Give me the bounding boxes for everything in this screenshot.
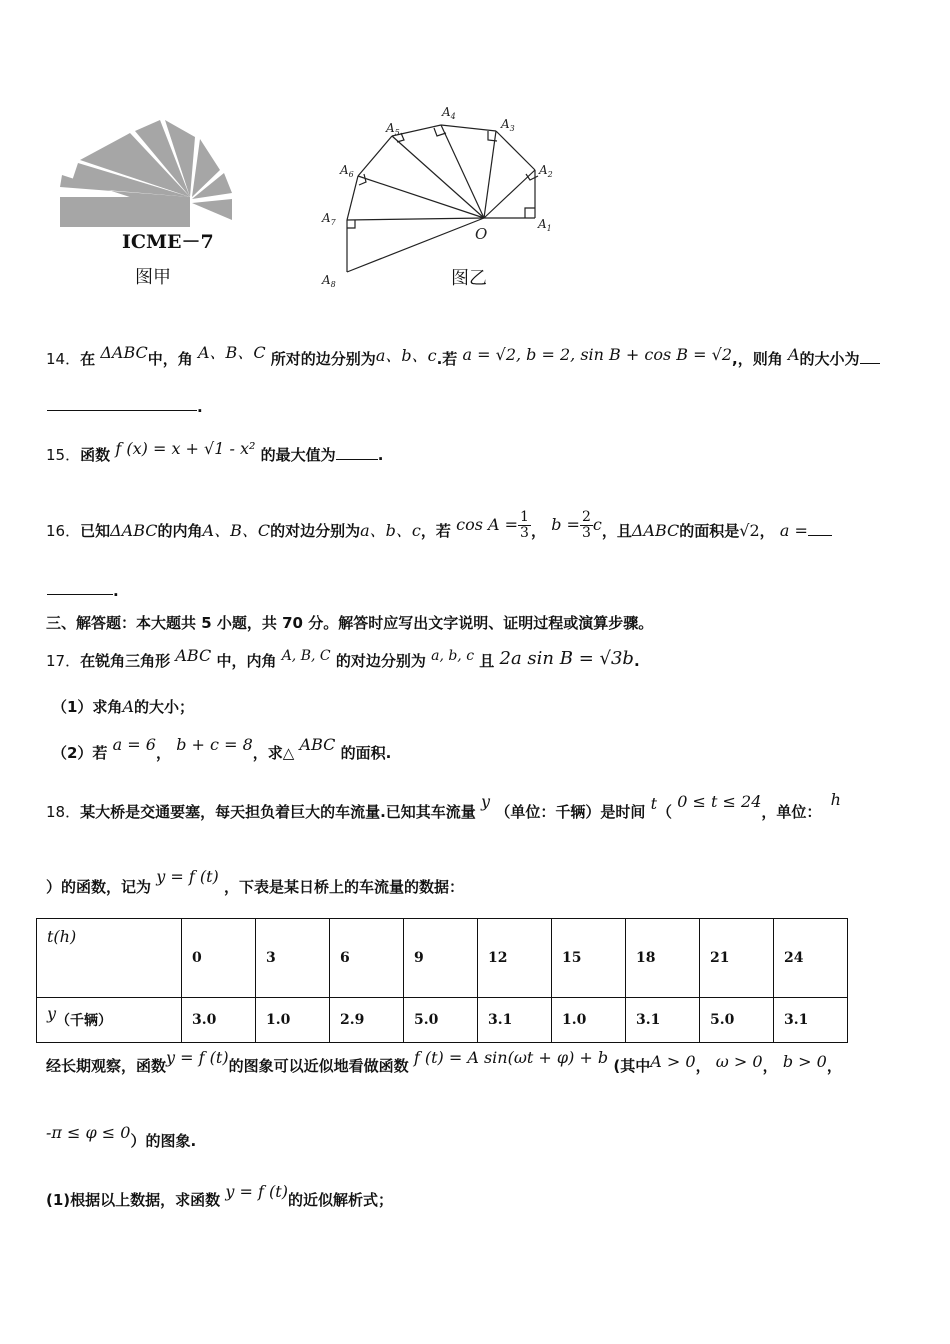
q14-text-1: 在 — [80, 350, 96, 368]
q16-text-1: 已知 — [80, 522, 111, 540]
q16-cosA-denominator: 3 — [520, 525, 529, 541]
q16-math-sides: a、b、c — [360, 521, 421, 540]
q14-math-sides: a、b、c — [375, 346, 437, 365]
q16-math-angles: A、B、C — [202, 521, 271, 540]
q17-part-1-math: A — [122, 697, 134, 716]
table-cell: 2.9 — [330, 998, 404, 1043]
q14-math-a: A — [787, 345, 800, 364]
q17-part-2-text: （2）若 — [52, 744, 108, 762]
q16-b-expr — [551, 509, 602, 541]
spiral-triangles-diagram — [318, 100, 568, 290]
label-a3: $A_3$ — [501, 117, 515, 133]
q17-part-2-math-a: a = 6 — [112, 735, 156, 754]
q18-sub-1-text-2: 的近似解析式； — [287, 1191, 393, 1209]
q16-text-6: 的面积是 — [679, 522, 740, 540]
q16-answer-blank-2[interactable] — [47, 594, 113, 595]
label-a7: $A_7$ — [322, 211, 336, 227]
q18-sub-1-text: (1)根据以上数据，求函数 — [46, 1191, 221, 1209]
q14-math-triangle: ΔABC — [100, 343, 148, 362]
table-header-flow — [37, 998, 182, 1043]
q18-text-4: ，单位： — [761, 803, 822, 821]
q18-observation-text-1: 经长期观察，函数 — [46, 1057, 167, 1075]
q18-line-2-text-2: ，下表是某日桥上的车流量的数据： — [224, 878, 465, 896]
q16-b-denominator: 3 — [581, 525, 591, 541]
q18-math-y: y — [481, 792, 491, 811]
q15-answer-blank[interactable] — [336, 445, 378, 460]
q17-number: 17． — [46, 652, 81, 670]
q18-text-3: （ — [657, 803, 673, 821]
q17-math-condition: 2a sin B = √3b — [499, 648, 634, 669]
figure-jia-caption: 图甲 — [135, 267, 171, 288]
label-a4: $A_4$ — [442, 105, 456, 121]
q18-observation-math-5: b > 0 — [782, 1052, 827, 1071]
q18-observation: 经长期观察，函数y = f (t)的图象可以近似地看做函数 f (t) = A sin(ωt + φ) + b (其中A > 0， ω > 0， b > 0， — [46, 1048, 842, 1075]
figure-jia — [50, 115, 250, 295]
q18-observation-line-2 — [46, 1123, 197, 1151]
label-a2: $A_2$ — [539, 163, 553, 179]
q16-b-label: b = — [551, 515, 580, 534]
q14-text-3: 所对的边分别为 — [270, 350, 376, 368]
q18-line-2-math: y = f (t) — [156, 867, 219, 886]
question-15: 15．函数 f (x) = x + √1 - x² 的最大值为 . — [46, 439, 384, 464]
q17-text-2: 中，内角 — [216, 652, 277, 670]
q17-part-1-text: （1）求角 — [52, 698, 123, 716]
table-cell: 12 — [478, 919, 552, 998]
q16-math-a: a = — [779, 521, 808, 540]
table-cell: 5.0 — [404, 998, 478, 1043]
question-16: 16．已知ΔABC的内角A、B、C的对边分别为a、b、c，若 cos A = $\frac{1}{3}$ ， b = $\frac{2}{3}$ c，且ΔABC的面积是√2， a = — [46, 516, 832, 547]
table-cell: 0 — [182, 919, 256, 998]
q17-part-2: （2）若 a = 6， b + c = 8，求△ ABC 的面积. — [52, 735, 392, 762]
table-cell: 1.0 — [552, 998, 626, 1043]
q16-math-triangle-2: ΔABC — [631, 521, 680, 540]
q16-number: 16． — [46, 522, 81, 540]
q16-text-4: ，若 — [420, 522, 451, 540]
table-cell: 21 — [700, 919, 774, 998]
table-row-flow — [37, 998, 848, 1043]
q17-part-2-triangle-symbol: △ — [282, 744, 295, 762]
q18-sub-1 — [46, 1182, 393, 1210]
figure-yi — [318, 100, 568, 300]
figure-yi-caption: 图乙 — [451, 268, 487, 289]
q18-observation-math-4: ω > 0 — [715, 1052, 763, 1071]
q15-number: 15． — [46, 446, 81, 464]
q18-text-1: 某大桥是交通要塞，每天担负着巨大的车流量.已知其车流量 — [80, 803, 476, 821]
table-cell: 3 — [256, 919, 330, 998]
label-a5: $A_5$ — [386, 121, 400, 137]
q17-part-2-math-bc: b + c = 8 — [176, 735, 253, 754]
q18-observation-math-1: y = f (t) — [166, 1048, 229, 1067]
q15-text-2: 的最大值为 — [260, 446, 336, 464]
q17-part-2-text-2: ，求 — [252, 744, 283, 762]
q16-period: . — [113, 582, 119, 600]
q17-text-4: 且 — [479, 652, 495, 670]
q14-number: 14． — [46, 350, 81, 368]
q17-math-triangle: ABC — [175, 646, 212, 665]
q16-b-var: c — [592, 515, 602, 534]
table-header-flow-var: y — [47, 1004, 57, 1023]
q14-math-angles: A、B、C — [198, 343, 266, 362]
q18-text-2: （单位：千辆）是时间 — [495, 803, 646, 821]
q18-observation-math-3: A > 0 — [650, 1052, 696, 1071]
q16-cosA-numerator: 1 — [520, 509, 529, 525]
q18-math-t: t — [650, 794, 657, 813]
table-cell: 9 — [404, 919, 478, 998]
q16-cosA — [456, 509, 531, 541]
table-cell: 24 — [774, 919, 848, 998]
q16-math-triangle: ΔABC — [110, 521, 158, 540]
q18-number: 18． — [46, 803, 81, 821]
question-18 — [46, 790, 841, 822]
q16-text-5: ，且 — [601, 522, 632, 540]
q14-text-4: .若 — [436, 350, 458, 368]
table-cell: 1.0 — [256, 998, 330, 1043]
q18-observation-text-3: (其中 — [613, 1057, 651, 1075]
question-17: 17．在锐角三角形 ABC 中，内角 A, B, C 的对边分别为 a, b, c 且 2a sin B = √3b. — [46, 646, 640, 670]
q17-part-2-text-3: 的面积. — [340, 744, 392, 762]
table-cell: 3.1 — [478, 998, 552, 1043]
table-cell: 3.1 — [774, 998, 848, 1043]
q14-text-5: ,，则角 — [732, 350, 783, 368]
q16-text-3: 的对边分别为 — [270, 522, 361, 540]
q14-math-condition: a = √2, b = 2, sin B + cos B = √2 — [462, 345, 732, 364]
label-a8: $A_8$ — [322, 273, 336, 289]
q16-math-area: √2 — [739, 521, 760, 540]
q18-line-2-text: ）的函数，记为 — [46, 878, 152, 896]
label-o: O — [475, 225, 488, 243]
q15-text-1: 函数 — [80, 446, 111, 464]
table-cell: 5.0 — [700, 998, 774, 1043]
table-row-time — [37, 919, 848, 998]
q17-math-sides: a, b, c — [431, 648, 475, 664]
q18-observation-text-4: ）的图象. — [130, 1132, 197, 1150]
label-a1: $A_1$ — [538, 217, 552, 233]
q17-part-1-text-2: 的大小； — [134, 698, 195, 716]
q16-cosA-label: cos A = — [456, 515, 519, 534]
table-header-time-label: t(h) — [47, 927, 77, 946]
traffic-data-table — [36, 918, 848, 1043]
table-cell: 6 — [330, 919, 404, 998]
q14-answer-blank[interactable] — [860, 349, 880, 364]
q17-math-angles: A, B, C — [281, 648, 331, 664]
table-cell: 15 — [552, 919, 626, 998]
q18-line-2 — [46, 867, 465, 897]
label-a6: $A_6$ — [340, 163, 354, 179]
table-header-time — [37, 919, 182, 998]
table-cell: 3.1 — [626, 998, 700, 1043]
q14-text-2: 中，角 — [147, 350, 193, 368]
q16-b-numerator: 2 — [581, 509, 591, 525]
q15-math-function: f (x) = x + √1 - x² — [115, 439, 256, 458]
q17-text-1: 在锐角三角形 — [80, 652, 171, 670]
q18-math-h: h — [830, 790, 841, 809]
q18-sub-1-math: y = f (t) — [225, 1182, 288, 1201]
q18-observation-text-2: 的图象可以近似地看做函数 — [228, 1057, 409, 1075]
diagram-labels — [321, 105, 553, 289]
question-14 — [46, 343, 880, 369]
q14-answer-blank-2[interactable] — [47, 410, 197, 411]
q14-text-6: 的大小为 — [799, 350, 860, 368]
q18-math-t-range: 0 ≤ t ≤ 24 — [677, 792, 762, 811]
table-cell: 3.0 — [182, 998, 256, 1043]
q17-part-1 — [52, 696, 194, 717]
q16-text-2: 的内角 — [157, 522, 203, 540]
q17-text-3: 的对边分别为 — [335, 652, 426, 670]
table-header-flow-unit: （千辆） — [56, 1013, 113, 1029]
q18-observation-math-2: f (t) = A sin(ωt + φ) + b — [413, 1048, 609, 1067]
table-cell: 18 — [626, 919, 700, 998]
q14-period: . — [197, 398, 203, 416]
q18-observation-math-6: -π ≤ φ ≤ 0 — [46, 1123, 131, 1142]
section-3-heading: 三、解答题：本大题共 5 小题，共 70 分。解答时应写出文字说明、证明过程或演算步骤。 — [46, 614, 654, 632]
q16-b-fraction — [580, 510, 593, 541]
q16-cosA-fraction — [518, 510, 531, 541]
q16-answer-blank[interactable] — [808, 521, 832, 536]
icme-logo-text: ICME－7 — [122, 231, 214, 253]
icme-logo-graphic — [50, 115, 250, 235]
q17-part-2-math-abc: ABC — [299, 735, 336, 754]
